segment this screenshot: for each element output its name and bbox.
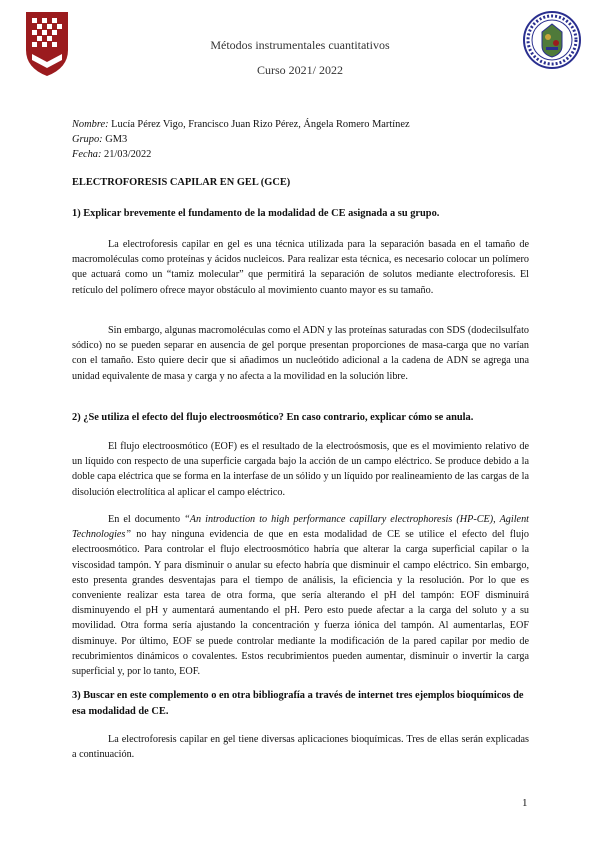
q2-paragraph-2: [72, 512, 529, 679]
grupo-value: GM3: [105, 134, 128, 145]
meta-nombre: [72, 118, 410, 133]
nombre-value: Lucía Pérez Vigo, Francisco Juan Rizo Pérez, Ángela Romero Martínez: [111, 119, 410, 130]
q1-paragraph-2: Sin embargo, algunas macromoléculas como el ADN y las proteínas saturadas con SDS (dodecilsulfato sódico) no se pueden separar en ausencia de gel porque presentan proporciones de masa-carga que no varían con el tamaño. Esto quiere decir que si añadimos un nucleótido adicional a la cadena de ADN se agrega una unidad equivalente de masa y carga y no afecta a la movilidad en la solución libre.: [72, 325, 529, 382]
question-1-heading: 1) Explicar brevemente el fundamento de la modalidad de CE asignada a su grupo.: [72, 208, 440, 219]
document-title: ELECTROFORESIS CAPILAR EN GEL (GCE): [72, 177, 291, 188]
grupo-label: Grupo:: [72, 134, 103, 145]
q2-p2-intro: En el documento: [108, 514, 185, 525]
q2-p2-body: no hay ninguna evidencia de que en esta modalidad de CE se utilice el efecto del flujo electroosmótico. Para controlar el flujo electroosmótico habría que alterar la carga superficial capilar o la viscosidad tampón. Y para disminuir o anular su efecto habría que disminuir el campo eléctrico. Sin embargo, esto presenta grandes desventajas para el tiempo de análisis, la eficiencia y la resolución. Por lo que es conveniente realizar esta tarea de otra forma, que sería alterando el pH del tampón: EOF disminuirá disminuyendo el pH y aumentará aumentando el pH. Pero esto puede afectar a la carga del soluto y a su movilidad. Otra forma sería ajustando la concentración y fuerza iónica del tampón. Al aumentarlas, EOF disminuye. Por último, EOF se puede controlar mediante la modificación de la pared capilar por medio de recubrimientos dinámicos o covalentes. Estos recubrimientos pueden aumentar, disminuir o invertir la carga superficial y, por lo tanto, EOF.: [72, 529, 529, 678]
q2-p2-reference: “An introduction to high performance capillary electrophoresis (HP-CE), Agilent Technologies”: [72, 514, 530, 541]
q2-paragraph-1: El flujo electroosmótico (EOF) es el resultado de la electroósmosis, que es el movimiento relativo de un líquido con respecto de una superficie cargada bajo la acción de un campo eléctrico. Se produce debido a la doble capa eléctrica que se forma en la interfase de un sólido y un líquido por realineamiento de las cargas de la disolución electrolítica al aplicar el campo eléctrico.: [72, 441, 529, 498]
fecha-label: Fecha:: [72, 149, 102, 160]
fecha-value: 21/03/2022: [104, 149, 152, 160]
nombre-label: Nombre:: [72, 119, 109, 130]
course-title: Métodos instrumentales cuantitativos: [210, 38, 390, 52]
question-3-heading: 3) Buscar en este complemento o en otra bibliografía a través de internet tres ejemplos bioquímicos de esa modalidad de CE.: [72, 690, 524, 717]
q1-paragraph-1: La electroforesis capilar en gel es una técnica utilizada para la separación basada en el tamaño de macromoléculas como proteínas y ácidos nucleicos. Para realizar esta técnica, es necesario colocar un polímero que actuará como un “tamiz molecular” que permitirá la separación de solutos mediante electroforesis. El retículo del polímero ofrece mayor obstáculo al movimiento cuanto mayor es su tamaño.: [72, 239, 529, 296]
meta-grupo: [72, 133, 127, 148]
meta-fecha: [72, 148, 151, 163]
q3-paragraph-1: La electroforesis capilar en gel tiene diversas aplicaciones bioquímicas. Tres de ellas serán explicadas a continuación.: [72, 734, 529, 761]
course-year: Curso 2021/ 2022: [256, 63, 343, 77]
page-number: 1: [522, 797, 528, 809]
question-2-heading: 2) ¿Se utiliza el efecto del flujo electroosmótico? En caso contrario, explicar cómo se anula.: [72, 412, 474, 423]
